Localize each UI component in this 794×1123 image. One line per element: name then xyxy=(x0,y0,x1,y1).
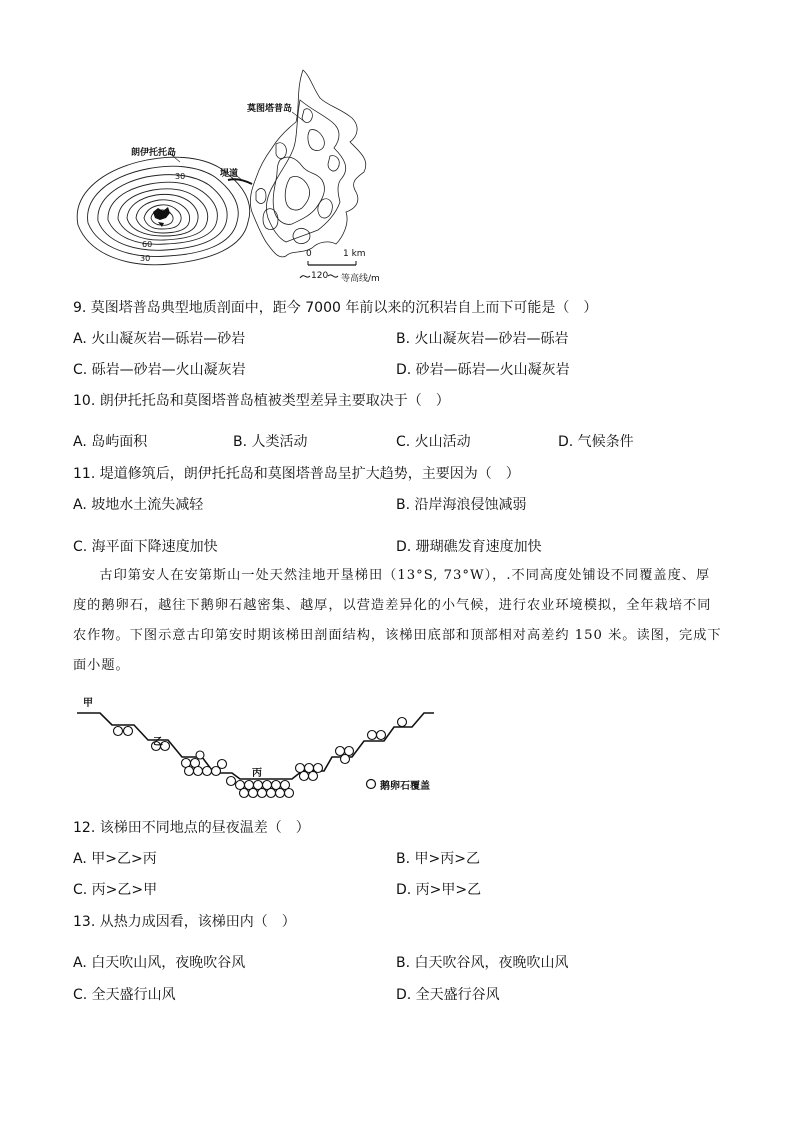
causeway-label: 堤道 xyxy=(220,169,239,179)
mutapu-island-label: 莫图塔普岛 xyxy=(247,104,293,114)
q9-option-d[interactable]: D. 砂岩—砾岩—火山凝灰岩 xyxy=(396,362,570,378)
q13-option-d[interactable]: D. 全天盛行谷风 xyxy=(396,987,500,1003)
legend-pebble-icon xyxy=(367,780,376,789)
pebble-legend-label: 鹅卵石覆盖 xyxy=(380,781,430,792)
crater-mark xyxy=(153,207,170,220)
q10-option-b[interactable]: B. 人类活动 xyxy=(233,434,308,450)
q12-option-c[interactable]: C. 丙>乙>甲 xyxy=(73,882,158,898)
terrace-label-yi: 乙 xyxy=(153,737,163,748)
q11-option-c[interactable]: C. 海平面下降速度加快 xyxy=(73,539,218,555)
q13-option-c[interactable]: C. 全天盛行山风 xyxy=(73,987,176,1003)
question-12-stem: 12. 该梯田不同地点的昼夜温差（ ） xyxy=(73,820,310,836)
q12-option-d[interactable]: D. 丙>甲>乙 xyxy=(396,882,482,898)
question-13-stem: 13. 从热力成因看，该梯田内（ ） xyxy=(73,914,296,930)
pebbles xyxy=(114,718,407,798)
scale-km: 1 km xyxy=(343,249,366,259)
terrace-label-jia: 甲 xyxy=(83,698,93,709)
langyi-island-label: 朗伊托托岛 xyxy=(131,148,177,158)
q9-option-c[interactable]: C. 砾岩—砂岩—火山凝灰岩 xyxy=(73,362,246,378)
contour-value-30-top: 30 xyxy=(175,172,186,181)
q9-option-a[interactable]: A. 火山凝灰岩—砾岩—砂岩 xyxy=(73,331,246,347)
q10-option-d[interactable]: D. 气候条件 xyxy=(558,434,634,450)
question-9-stem: 9. 莫图塔普岛典型地质剖面中，距今 7000 年前以来的沉积岩自上而下可能是（ ） xyxy=(73,300,598,316)
q11-option-a[interactable]: A. 坡地水土流失减轻 xyxy=(73,497,204,513)
scale-zero: 0 xyxy=(306,249,312,259)
q10-option-c[interactable]: C. 火山活动 xyxy=(396,434,471,450)
q12-option-a[interactable]: A. 甲>乙>丙 xyxy=(73,851,157,867)
terrace-label-bing: 丙 xyxy=(252,768,262,779)
question-10-stem: 10. 朗伊托托岛和莫图塔普岛植被类型差异主要取决于（ ） xyxy=(73,393,450,409)
q11-option-b[interactable]: B. 沿岸海浪侵蚀减弱 xyxy=(396,497,527,513)
q11-option-d[interactable]: D. 珊瑚礁发育速度加快 xyxy=(396,539,542,555)
q10-option-a[interactable]: A. 岛屿面积 xyxy=(73,434,148,450)
question-11-stem: 11. 堤道修筑后，朗伊托托岛和莫图塔普岛呈扩大趋势，主要因为（ ） xyxy=(73,466,520,482)
contour-value-30-bottom: 30 xyxy=(140,254,151,263)
mutapu-island-contours xyxy=(250,70,365,257)
q13-option-b[interactable]: B. 白天吹谷风，夜晚吹山风 xyxy=(396,955,569,971)
q9-option-b[interactable]: B. 火山凝灰岩—砂岩—砾岩 xyxy=(396,331,569,347)
legend-contour-value: 120 xyxy=(311,271,329,281)
q13-option-a[interactable]: A. 白天吹山风，夜晚吹谷风 xyxy=(73,955,246,971)
causeway-line xyxy=(228,179,252,184)
contour-value-60: 60 xyxy=(142,240,153,249)
legend-contour-text: 等高线/m xyxy=(341,274,380,284)
reading-passage: 古印第安人在安第斯山一处天然洼地开垦梯田（13°S, 73°W），.不同高度处铺设不同覆盖度、厚度的鹅卵石，越往下鹅卵石越密集、越厚，以营造差异化的小气候，进行农业环境模拟，全年栽培不同农作物。下图示意古印第安时期该梯田剖面结构，该梯田底部和顶部相对高差约 150 米。读图，完成下面小题。 xyxy=(73,568,722,673)
q12-option-b[interactable]: B. 甲>丙>乙 xyxy=(396,851,480,867)
